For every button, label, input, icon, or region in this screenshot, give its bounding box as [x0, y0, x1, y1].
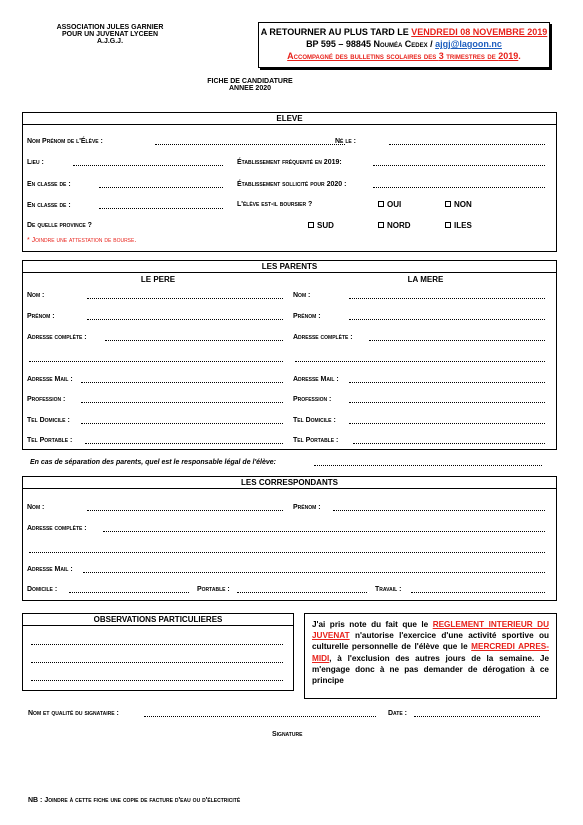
bulletins-mid: 3 trimestres de	[438, 51, 499, 61]
field-en-classe-2[interactable]	[99, 202, 223, 209]
observations-line-1[interactable]	[31, 638, 283, 645]
reglement-box	[304, 613, 557, 699]
corr-field-portable[interactable]	[237, 586, 367, 593]
checkbox-oui[interactable]	[378, 200, 401, 209]
field-lieu[interactable]	[73, 159, 223, 166]
pere-field-adresse[interactable]	[105, 334, 283, 341]
corr-label-adresse: Adresse complète :	[27, 525, 87, 532]
pere-field-adresse-2[interactable]	[29, 355, 283, 362]
label-lieu: Lieu :	[27, 159, 44, 166]
label-province: De quelle province ?	[27, 222, 92, 229]
checkbox-square[interactable]	[308, 222, 314, 228]
checkbox-square[interactable]	[378, 201, 384, 207]
field-en-classe-1[interactable]	[99, 181, 223, 188]
page-title	[180, 78, 320, 92]
association-line3: A.J.G.J.	[96, 38, 124, 45]
mere-field-tel-domicile[interactable]	[349, 417, 545, 424]
corr-field-travail[interactable]	[411, 586, 545, 593]
observations-box	[22, 613, 294, 691]
checkbox-nord[interactable]	[378, 221, 411, 230]
attestation-note: * Joindre une attestation de bourse.	[27, 237, 137, 244]
corr-label-travail: Travail :	[375, 586, 402, 593]
field-nom-prenom[interactable]	[155, 138, 345, 145]
nb-note: NB : Joindre à cette fiche une copie de facture d'eau ou d'électricité	[28, 797, 241, 804]
association-line1: ASSOCIATION JULES GARNIER	[56, 24, 164, 31]
label-nom-prenom: Nom Prénom de l'Élève :	[27, 138, 103, 145]
separation-field[interactable]	[314, 459, 542, 466]
mere-field-adresse[interactable]	[369, 334, 545, 341]
pere-label-prenom: Prénom :	[27, 313, 55, 320]
checkbox-square[interactable]	[378, 222, 384, 228]
bulletins-prefix: Accompagné des bulletins scolaires des	[287, 51, 439, 61]
correspondants-heading: LES CORRESPONDANTS	[23, 477, 556, 489]
pere-field-prenom[interactable]	[87, 313, 283, 320]
checkbox-oui-label: OUI	[387, 200, 402, 209]
mere-label-prenom: Prénom :	[293, 313, 321, 320]
separation-question: En cas de séparation des parents, quel est le responsable légal de l'élève:	[30, 459, 276, 466]
title-line2: ANNEE 2020	[228, 85, 272, 92]
eleve-section	[22, 112, 557, 252]
bp-line: BP 595 – 98845 Nouméa Cedex /	[306, 39, 436, 49]
checkbox-sud-label: SUD	[317, 221, 334, 230]
observations-line-3[interactable]	[31, 674, 283, 681]
checkbox-non[interactable]	[445, 200, 472, 209]
label-ne-le: Né le :	[335, 138, 356, 145]
mere-heading: LA MERE	[407, 275, 444, 284]
label-date: Date :	[388, 710, 407, 717]
pere-field-profession[interactable]	[81, 396, 283, 403]
mere-label-mail: Adresse Mail :	[293, 376, 339, 383]
mere-field-prenom[interactable]	[349, 313, 545, 320]
pere-field-tel-domicile[interactable]	[81, 417, 283, 424]
checkbox-sud[interactable]	[308, 221, 334, 230]
return-prefix: A RETOURNER AU PLUS TARD LE	[260, 27, 412, 37]
mere-field-nom[interactable]	[349, 292, 545, 299]
association-block	[40, 24, 180, 45]
reglement-interieur: REGLEMENT INTERIEUR DU JUVENAT	[312, 620, 550, 641]
checkbox-square[interactable]	[445, 222, 451, 228]
corr-label-mail: Adresse Mail :	[27, 566, 73, 573]
mere-field-profession[interactable]	[349, 396, 545, 403]
mere-label-adresse: Adresse complète :	[293, 334, 353, 341]
label-en-classe-2: En classe de :	[27, 202, 71, 209]
email-link[interactable]: ajgj@lagoon.nc	[435, 39, 502, 49]
corr-field-adresse[interactable]	[103, 525, 545, 532]
corr-field-prenom[interactable]	[333, 504, 545, 511]
pere-label-mail: Adresse Mail :	[27, 376, 73, 383]
return-box	[258, 22, 550, 68]
pere-field-nom[interactable]	[87, 292, 283, 299]
label-etab-freq: Établissement fréquenté en 2019:	[237, 159, 342, 166]
checkbox-nord-label: NORD	[387, 221, 411, 230]
correspondants-section	[22, 476, 557, 601]
pere-label-tel-domicile: Tel Domicile :	[27, 417, 70, 424]
association-line2: POUR UN JUVENAT LYCEEN	[61, 31, 159, 38]
reglement-mercredi: MERCREDI APRES-MIDI	[312, 642, 549, 663]
pere-label-profession: Profession :	[27, 396, 66, 403]
mere-field-tel-portable[interactable]	[353, 437, 545, 444]
pere-heading: LE PERE	[140, 275, 176, 284]
label-nom-qualite: Nom et qualité du signataire :	[28, 710, 119, 717]
pere-label-adresse: Adresse complète :	[27, 334, 87, 341]
corr-label-nom: Nom :	[27, 504, 45, 511]
corr-label-prenom: Prénom :	[293, 504, 321, 511]
bulletins-year: 2019	[498, 51, 519, 61]
pere-label-nom: Nom :	[27, 292, 45, 299]
field-nom-qualite[interactable]	[144, 710, 376, 717]
mere-label-tel-domicile: Tel Domicile :	[293, 417, 336, 424]
title-line1: FICHE DE CANDIDATURE	[207, 78, 293, 85]
field-etab-sollicite[interactable]	[373, 181, 545, 188]
mere-label-tel-portable: Tel Portable :	[293, 437, 339, 444]
reglement-text-3: , à l'exclusion des autres jours de la semaine. Je m'engage donc à ne pas demander de dérogation à ce principe	[312, 653, 549, 686]
corr-label-domicile: Domicile :	[27, 586, 58, 593]
corr-label-portable: Portable :	[197, 586, 230, 593]
label-en-classe-1: En classe de :	[27, 181, 71, 188]
eleve-heading: ELEVE	[23, 113, 556, 125]
pere-field-tel-portable[interactable]	[85, 437, 283, 444]
observations-heading: OBSERVATIONS PARTICULIERES	[23, 614, 293, 626]
corr-field-mail[interactable]	[83, 566, 545, 573]
checkbox-iles-label: ILES	[454, 221, 472, 230]
pere-label-tel-portable: Tel Portable :	[27, 437, 73, 444]
mere-label-profession: Profession :	[293, 396, 332, 403]
mere-field-adresse-2[interactable]	[295, 355, 545, 362]
corr-field-domicile[interactable]	[69, 586, 189, 593]
mere-label-nom: Nom :	[293, 292, 311, 299]
field-ne-le[interactable]	[389, 138, 545, 145]
pere-field-mail[interactable]	[81, 376, 283, 383]
parents-section	[22, 260, 557, 450]
parents-heading: LES PARENTS	[23, 261, 556, 273]
checkbox-square[interactable]	[445, 201, 451, 207]
observations-line-2[interactable]	[31, 656, 283, 663]
bulletins-end: .	[518, 51, 521, 61]
label-etab-sollicite: Établissement sollicité pour 2020 :	[237, 181, 347, 188]
checkbox-non-label: NON	[454, 200, 472, 209]
checkbox-iles[interactable]	[445, 221, 472, 230]
corr-field-nom[interactable]	[87, 504, 283, 511]
return-date: VENDREDI 08 NOVEMBRE 2019	[411, 27, 548, 37]
signature-label: Signature	[272, 731, 303, 738]
corr-field-adresse-2[interactable]	[29, 546, 545, 553]
label-boursier: L'élève est-il boursier ?	[237, 201, 313, 208]
field-etab-freq[interactable]	[373, 159, 545, 166]
mere-field-mail[interactable]	[349, 376, 545, 383]
reglement-text-1: J'ai pris note du fait que le	[312, 620, 433, 629]
reglement-text-2: n'autorise l'exercice d'une activité sportive ou culturelle personnelle de l'élève que le	[312, 631, 549, 652]
field-date[interactable]	[414, 710, 540, 717]
